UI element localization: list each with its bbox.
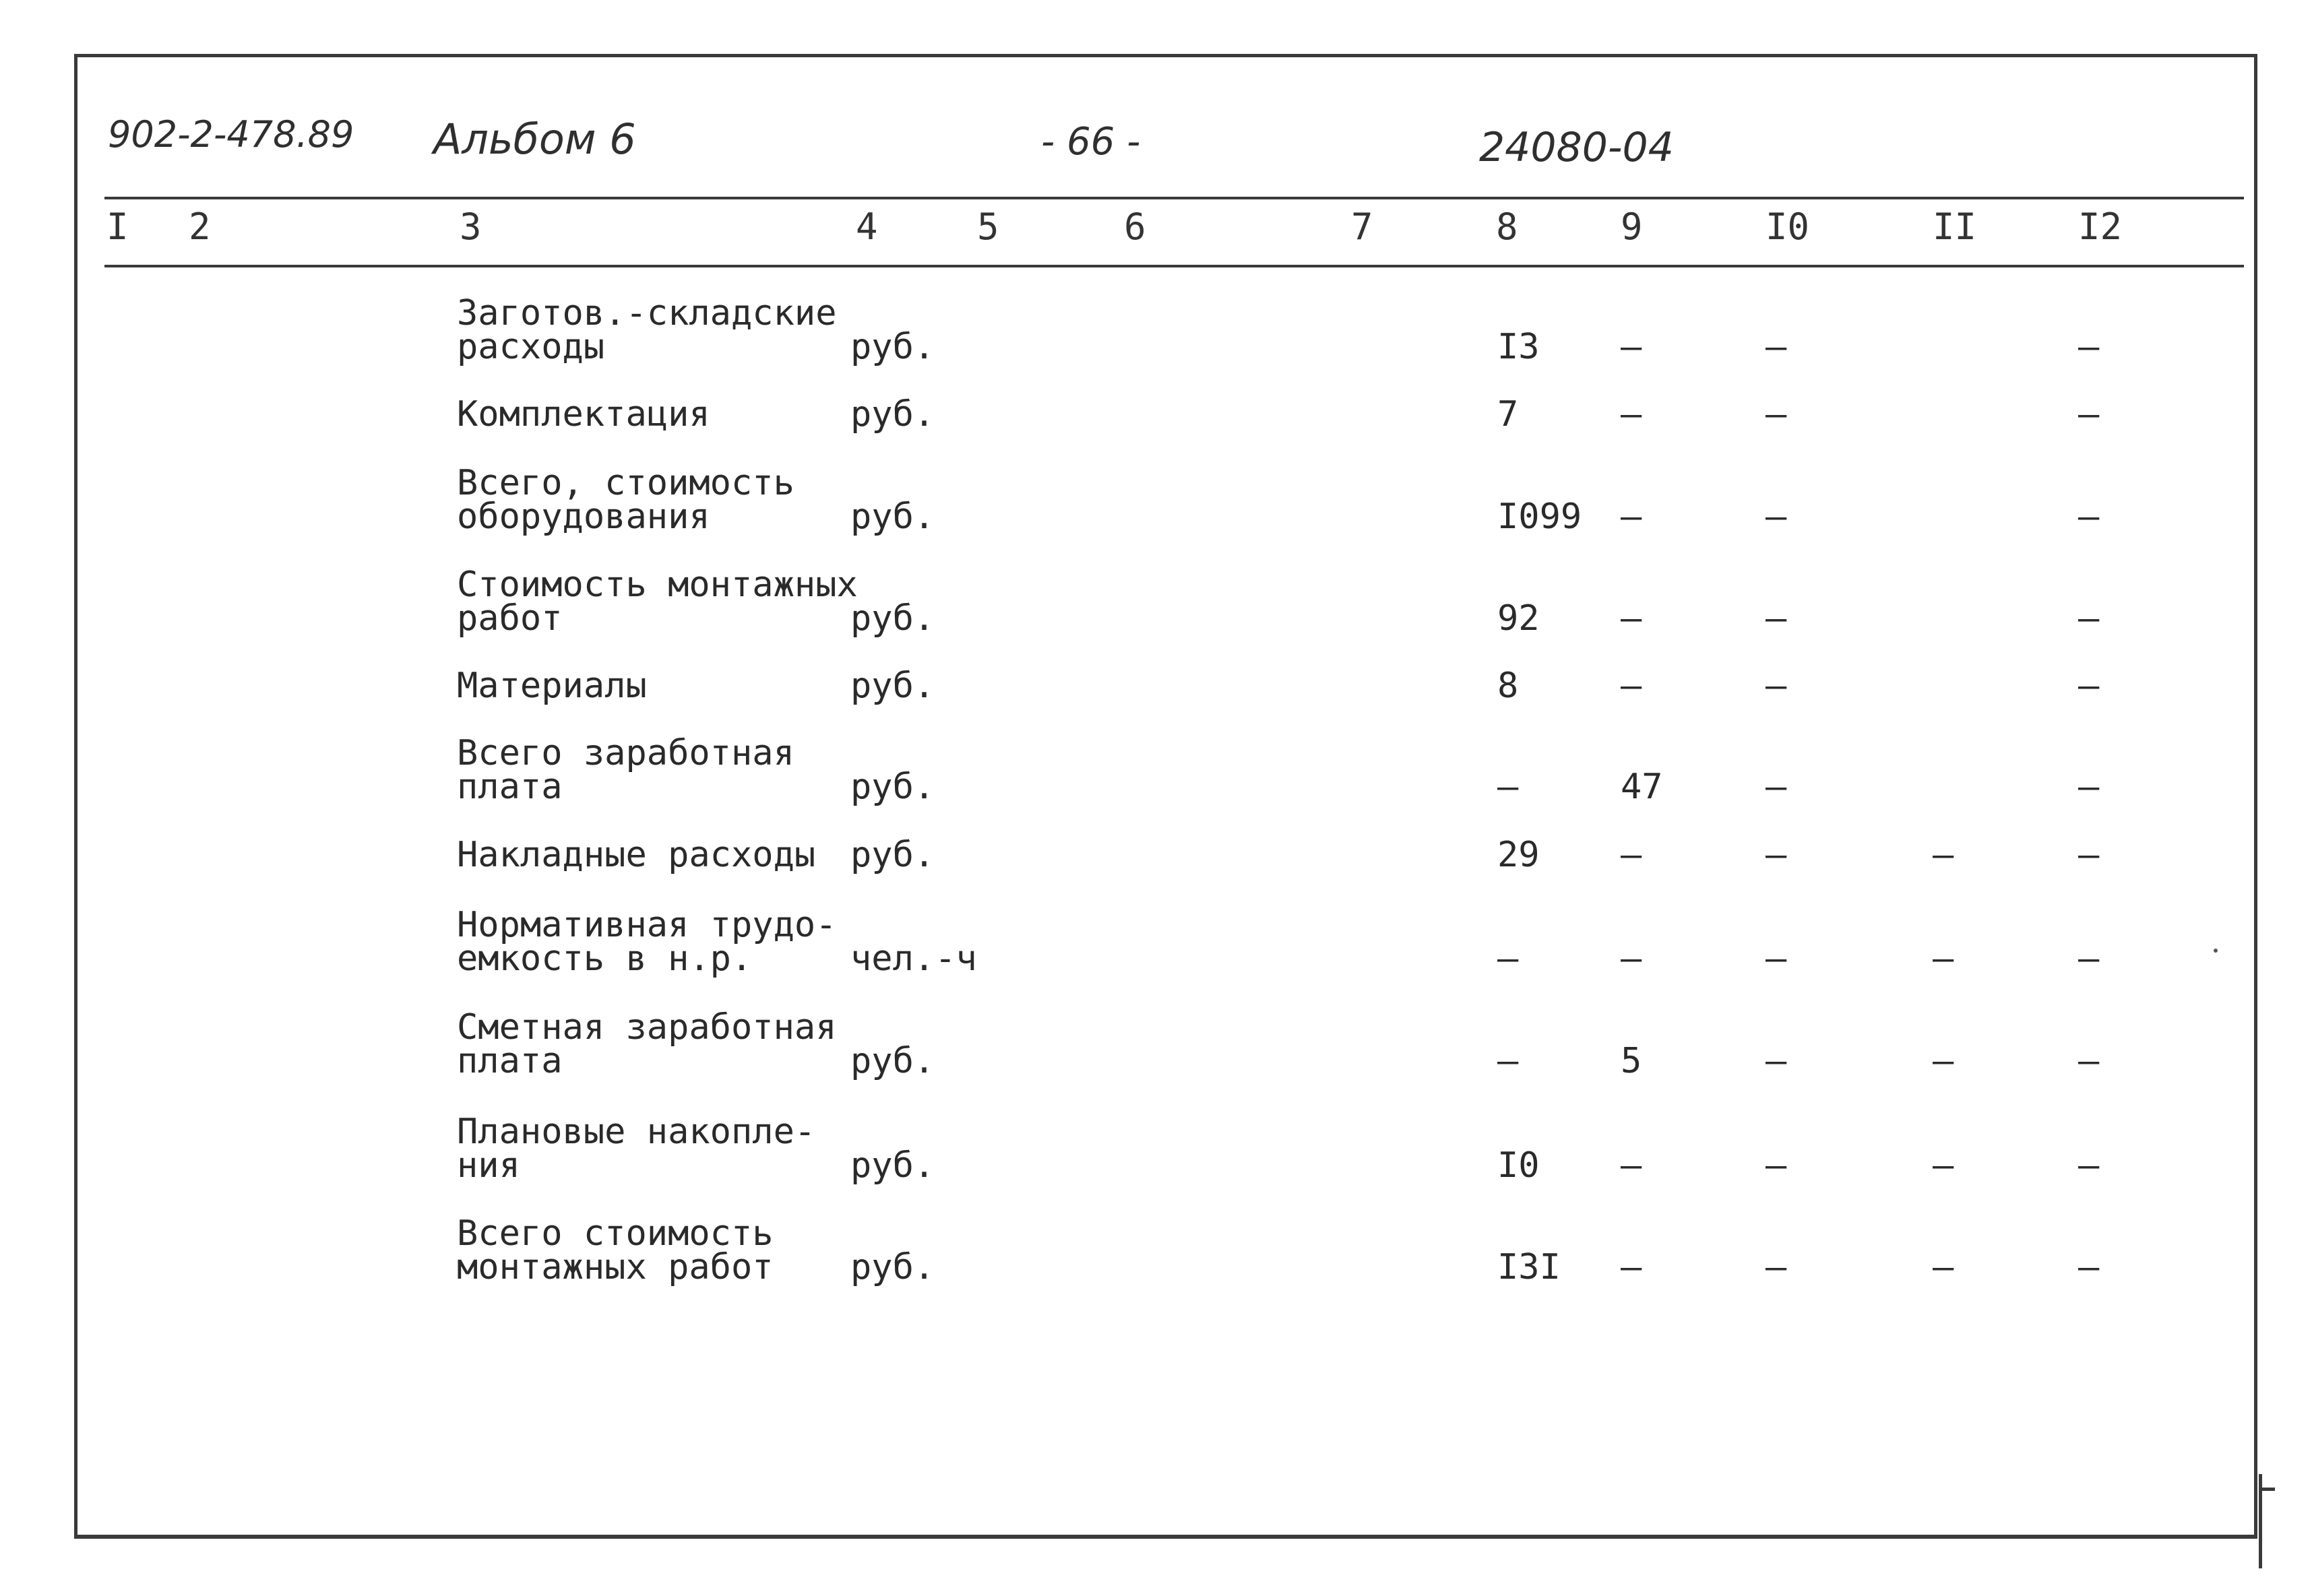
column-number: 8 [1496, 205, 1518, 248]
column-number: 2 [189, 205, 211, 248]
row-label: Заготов.-складские расходы [457, 293, 837, 367]
row-unit: руб. [850, 1247, 935, 1287]
cell-col9: – [1621, 1145, 1642, 1186]
row-label: Стоимость монтажных работ [457, 565, 858, 639]
row-label: Плановые накопле- ния [457, 1112, 816, 1186]
cell-col10: – [1766, 327, 1787, 367]
cell-col12: – [2078, 1041, 2100, 1081]
cell-col10: – [1766, 497, 1787, 537]
cell-col10: – [1766, 394, 1787, 435]
project-code: 24080-04 [1479, 124, 1674, 171]
cell-col8: I3I [1497, 1247, 1561, 1287]
cell-col8: 7 [1497, 394, 1519, 435]
cell-col12: – [2078, 1247, 2100, 1287]
row-label: Материалы [457, 666, 647, 706]
cell-col9: – [1621, 497, 1642, 537]
cell-col8: 92 [1497, 598, 1540, 639]
cell-col8: – [1497, 767, 1519, 807]
row-label: Всего, стоимость оборудования [457, 463, 794, 537]
row-unit: руб. [850, 1145, 935, 1186]
row-unit: руб. [850, 598, 935, 639]
cell-col8: I0 [1497, 1145, 1540, 1186]
row-label: Нормативная трудо- емкость в н.р. [457, 905, 837, 979]
cell-col9: – [1621, 938, 1642, 979]
cell-col12: – [2078, 938, 2100, 979]
cell-col12: – [2078, 497, 2100, 537]
doc-code: 902-2-478.89 [108, 113, 354, 156]
cell-col9: 47 [1621, 767, 1663, 807]
cell-col12: – [2078, 1145, 2100, 1186]
cell-col12: – [2078, 598, 2100, 639]
scan-speck [2214, 949, 2218, 953]
column-number: I [106, 205, 129, 248]
cell-col9: – [1621, 666, 1642, 706]
cell-col9: – [1621, 598, 1642, 639]
cell-col10: – [1766, 767, 1787, 807]
row-unit: руб. [850, 835, 935, 875]
cell-col10: – [1766, 835, 1787, 875]
cell-col11: – [1933, 1247, 1954, 1287]
cell-col11: – [1933, 938, 1954, 979]
header-rule-top [104, 197, 2244, 199]
cell-col8: 8 [1497, 666, 1519, 706]
column-number: 4 [856, 205, 878, 248]
cell-col10: – [1766, 938, 1787, 979]
header-rule-bottom [104, 265, 2244, 267]
cell-col8: – [1497, 1041, 1519, 1081]
row-label: Всего стоимость монтажных работ [457, 1213, 774, 1287]
cell-col11: – [1933, 1041, 1954, 1081]
cell-col10: – [1766, 1041, 1787, 1081]
cell-col10: – [1766, 1247, 1787, 1287]
cell-col9: – [1621, 394, 1642, 435]
row-label: Накладные расходы [457, 835, 816, 875]
cell-col12: – [2078, 394, 2100, 435]
column-number: II [1933, 205, 1977, 248]
cell-col11: – [1933, 1145, 1954, 1186]
column-number: 5 [977, 205, 999, 248]
column-number: 3 [460, 205, 482, 248]
page-number: - 66 - [1041, 120, 1141, 164]
row-unit: руб. [850, 666, 935, 706]
cell-col9: – [1621, 835, 1642, 875]
cell-col12: – [2078, 327, 2100, 367]
cell-col9: 5 [1621, 1041, 1642, 1081]
cell-col12: – [2078, 767, 2100, 807]
cell-col12: – [2078, 835, 2100, 875]
row-unit: руб. [850, 1041, 935, 1081]
cell-col8: I099 [1497, 497, 1582, 537]
row-label: Комплектация [457, 394, 710, 435]
cell-col9: – [1621, 1247, 1642, 1287]
row-label: Сметная заработная плата [457, 1007, 837, 1081]
column-number: 9 [1621, 205, 1643, 248]
cell-col11: – [1933, 835, 1954, 875]
row-unit: руб. [850, 327, 935, 367]
album-label: Альбом 6 [433, 115, 636, 164]
cell-col8: 29 [1497, 835, 1540, 875]
row-unit: чел.-ч [850, 938, 977, 979]
page-frame [74, 54, 2257, 1539]
row-label: Всего заработная плата [457, 733, 794, 807]
cell-col10: – [1766, 666, 1787, 706]
column-number: 6 [1124, 205, 1146, 248]
cell-col9: – [1621, 327, 1642, 367]
cell-col12: – [2078, 666, 2100, 706]
column-number: I2 [2078, 205, 2123, 248]
row-unit: руб. [850, 767, 935, 807]
cell-col8: I3 [1497, 327, 1540, 367]
cell-col10: – [1766, 598, 1787, 639]
cell-col8: – [1497, 938, 1519, 979]
binding-edge-tick [2259, 1488, 2275, 1491]
row-unit: руб. [850, 394, 935, 435]
cell-col10: – [1766, 1145, 1787, 1186]
row-unit: руб. [850, 497, 935, 537]
column-number: 7 [1351, 205, 1373, 248]
column-number: I0 [1766, 205, 1810, 248]
